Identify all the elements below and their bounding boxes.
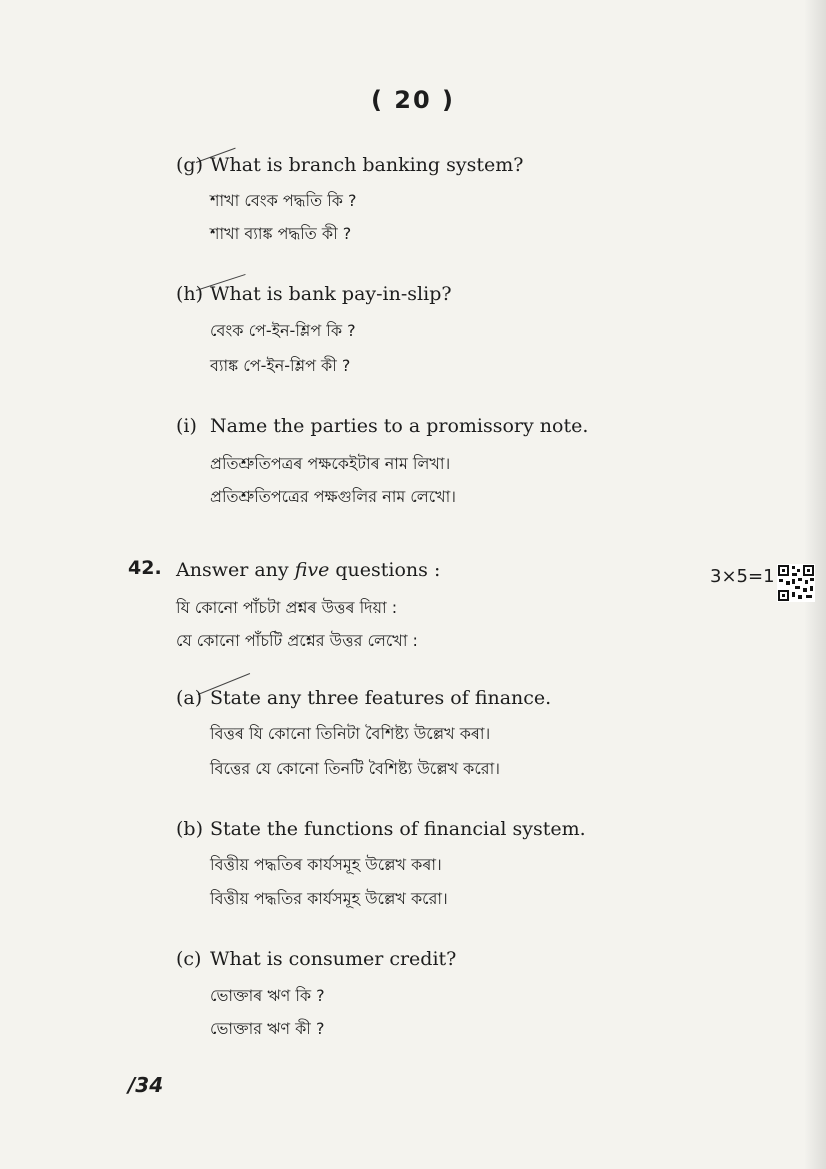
question-text-bengali: বিত্তীয় পদ্ধতির কার্যসমূহ উল্লেখ করো। xyxy=(210,889,448,908)
question-label: (i) xyxy=(176,415,197,437)
question-instruction-bengali: যে কোনো পাঁচটি প্রশ্নের উত্তর লেখো : xyxy=(176,631,418,650)
question-number: 42. xyxy=(128,557,162,579)
question-instruction: Answer any five questions : xyxy=(176,559,441,581)
question-label: (b) xyxy=(176,818,203,840)
question-item xyxy=(176,283,452,305)
question-text-bengali: বিত্তের যে কোনো তিনটি বৈশিষ্ট্য উল্লেখ করো। xyxy=(210,759,500,778)
question-label: (g) xyxy=(176,154,203,176)
question-text-english: What is consumer credit? xyxy=(210,948,457,970)
question-label: (h) xyxy=(176,283,204,305)
question-text-assamese: বিত্তীয় পদ্ধতিৰ কাৰ্যসমূহ উল্লেখ কৰা। xyxy=(210,855,442,874)
question-text-assamese: বিত্তৰ যি কোনো তিনিটা বৈশিষ্ট্য উল্লেখ কৰা। xyxy=(210,724,491,743)
question-text-english: What is bank pay-in-slip? xyxy=(210,283,452,305)
question-instruction-assamese: যি কোনো পাঁচটা প্ৰশ্নৰ উত্তৰ দিয়া : xyxy=(176,598,398,617)
qr-code-icon xyxy=(777,564,815,602)
question-text-bengali: ব্যাঙ্ক পে-ইন-শ্লিপ কী ? xyxy=(210,356,351,375)
question-text-assamese: শাখা বেংক পদ্ধতি কি ? xyxy=(210,191,357,210)
question-text-assamese: ভোক্তাৰ ঋণ কি ? xyxy=(210,986,325,1005)
question-text-bengali: ভোক্তার ঋণ কী ? xyxy=(210,1019,325,1038)
question-label: (a) xyxy=(176,687,203,709)
paper-code: /34 xyxy=(128,1073,164,1097)
question-label: (c) xyxy=(176,948,202,970)
question-text-assamese: প্ৰতিশ্ৰুতিপত্ৰৰ পক্ষকেইটাৰ নাম লিখা। xyxy=(210,454,451,473)
emphasis-text: five xyxy=(294,559,330,581)
question-text-assamese: বেংক পে-ইন-শ্লিপ কি ? xyxy=(210,321,356,340)
marks-allocation: 3×5=1 xyxy=(710,566,775,587)
question-item xyxy=(176,415,588,437)
question-text-english: What is branch banking system? xyxy=(210,154,524,176)
question-text-bengali: শাখা ব্যাঙ্ক পদ্ধতি কী ? xyxy=(210,224,352,243)
question-text-english: Name the parties to a promissory note. xyxy=(210,415,589,437)
question-text-english: State the functions of financial system. xyxy=(210,818,586,840)
question-item xyxy=(176,687,551,709)
page-number: ( 20 ) xyxy=(370,86,456,114)
question-text-english: State any three features of finance. xyxy=(210,687,552,709)
question-text-bengali: প্রতিশ্রুতিপত্রের পক্ষগুলির নাম লেখো। xyxy=(210,487,457,506)
question-item xyxy=(176,818,586,840)
question-item xyxy=(176,154,523,176)
question-item xyxy=(176,948,456,970)
